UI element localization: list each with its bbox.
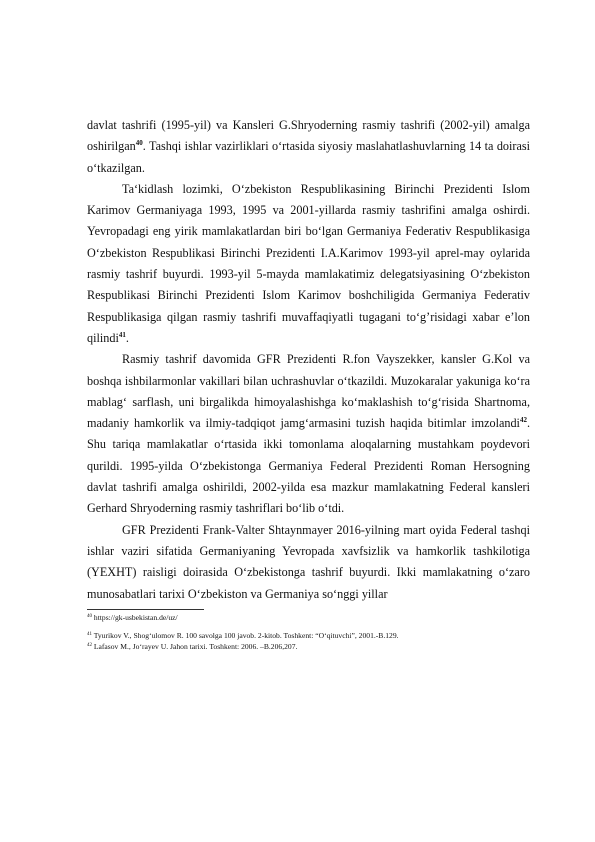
document-page bbox=[87, 115, 530, 652]
paragraph-4-text: GFR Prezidenti Frank-Valter Shtaynmayer 2016-yilning mart oyida Federal tashqi ishlar vaziri sifatida Germaniyaning Yevropada xavfsizlik va hamkorlik tashkilotiga (YEXHT) raisligi doirasida O‘zbekistonga tashrif buyurdi. Ikki mamlakatning o‘zaro munosabatlari tarixi O‘zbekiston va Germaniya so‘nggi yillar bbox=[87, 522, 530, 601]
paragraph-4 bbox=[87, 520, 530, 605]
footnote-ref-42: 42 bbox=[519, 416, 527, 425]
paragraph-2-text-a: Ta‘kidlash lozimki, O‘zbekiston Respublikasining Birinchi Prezidenti Islom Karimov Germaniyaga 1993, 1995 va 2001-yillarda rasmiy tashrifini amalga oshirdi. Yevropadagi eng yirik mamlakatlardan biri bo‘lgan Germaniya Federativ Respublikasiga O‘zbekiston Respublikasi Birinchi Prezidenti I.A.Karimov 1993-yil aprel-may oylarida rasmiy tashrif buyurdi. 1993-yil 5-mayda mamlakatimiz delegatsiyasining O‘zbekiston Respublikasi Birinchi Prezidenti Islom Karimov boshchiligida Germaniya Federativ Respublikasiga qilgan rasmiy tashrifi muvaffaqiyatli tugagani to‘g’risidagi xabar e’lon qilindi bbox=[87, 181, 530, 345]
footnote-40-text: https://gk-usbekistan.de/uz/ bbox=[92, 612, 178, 622]
footnote-ref-40: 40 bbox=[135, 139, 143, 148]
paragraph-3 bbox=[87, 349, 530, 519]
footnote-40-number: 40 bbox=[87, 613, 92, 619]
paragraph-1-text-a: davlat tashrifi (1995-yil) va Kansleri G.Shryoderning rasmiy tashrifi (2002-yil) amalga oshirilgan bbox=[87, 118, 530, 154]
paragraph-3-text-a: Rasmiy tashrif davomida GFR Prezidenti R.fon Vayszekker, kansler G.Kol va boshqa ishbilarmonlar vakillari bilan uchrashuvlar o‘tkazildi. Muzokaralar yakuniga ko‘ra mablag‘ sarflash, uni birgalikda himoyalashishga ko‘maklashish to‘g‘risida Shartnoma, madaniy hamkorlik va ilmiy-tadqiqot jamg‘armasini tuzish haqida bitimlar imzolandi bbox=[87, 352, 530, 431]
footnote-ref-41: 41 bbox=[118, 330, 126, 339]
footnote-41-text: Tyurikov V., Shog‘ulomov R. 100 savolga 100 javob. 2-kitob. Toshkent: “O‘qituvchi”, 2001.-B.129. bbox=[92, 630, 399, 640]
paragraph-2-text-b: . bbox=[125, 330, 129, 345]
footnote-42-text: Lafasov M., Jo‘rayev U. Jahon tarixi. Toshkent: 2006. –B.206,207. bbox=[92, 641, 298, 651]
paragraph-3-text-b: . Shu tariqa mamlakatlar o‘rtasida ikki tomonlama aloqalarning mustahkam poydevori qurildi. 1995-yilda O‘zbekistonga Germaniya Federal Prezidenti Roman Hersogning davlat tashrifi amalga oshirildi, 2002-yilda esa mazkur mamlakatning Federal kansleri Gerhard Shryoderning rasmiy tashriflari bo‘lib o‘tdi. bbox=[87, 416, 530, 516]
footnote-41-number: 41 bbox=[87, 631, 92, 637]
paragraph-1-text-b: . Tashqi ishlar vazirliklari o‘rtasida siyosiy maslahatlashuvlarning 14 ta doirasi o‘tkazilgan. bbox=[87, 139, 530, 175]
footnote-41 bbox=[87, 630, 530, 641]
paragraph-1 bbox=[87, 115, 530, 179]
footnote-separator bbox=[87, 609, 204, 610]
footnote-42-number: 42 bbox=[87, 642, 92, 648]
paragraph-2 bbox=[87, 179, 530, 349]
footnote-40 bbox=[87, 612, 530, 623]
footnote-42 bbox=[87, 641, 530, 652]
